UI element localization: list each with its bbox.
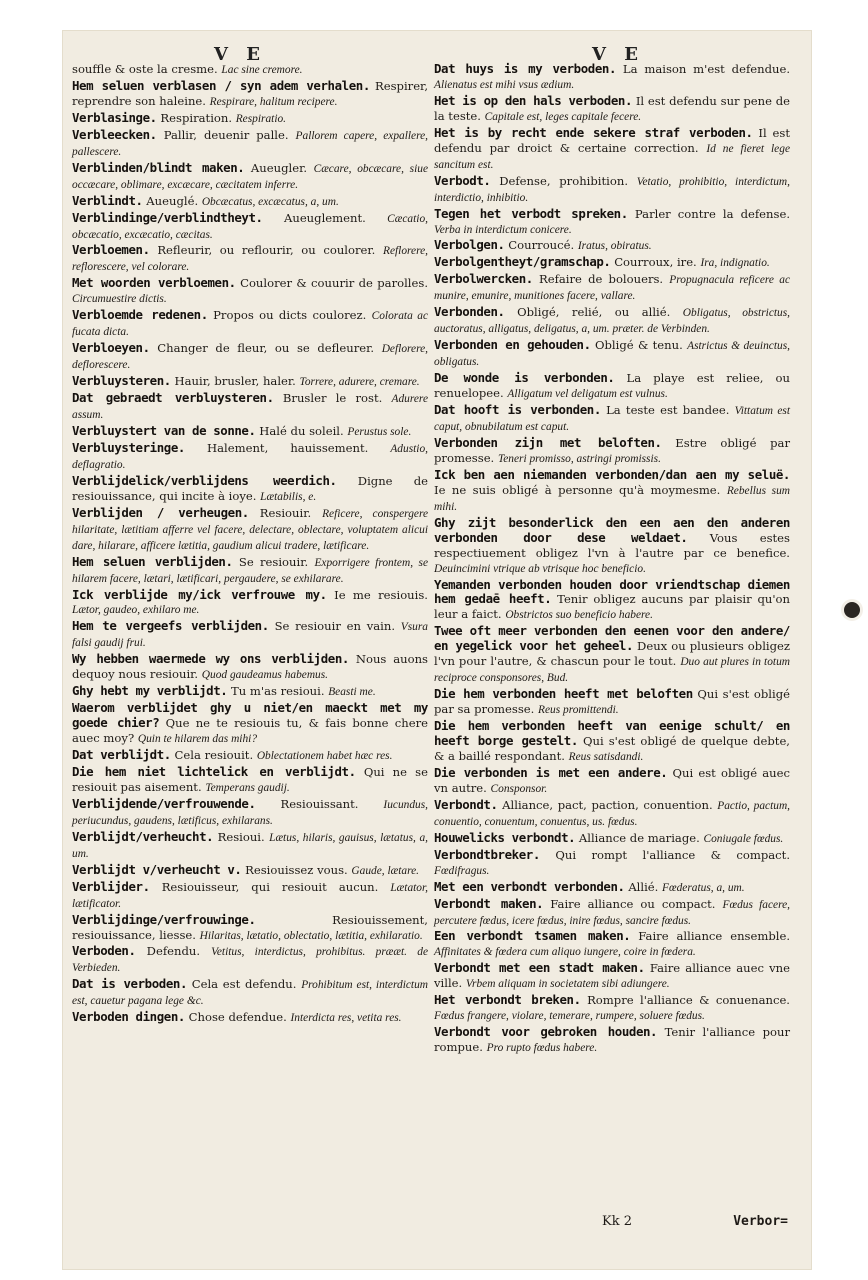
dictionary-entry [72, 308, 428, 340]
entry-headword: Die hem verbonden heeft van eenige schult/ en heeft borge gestelt. [434, 718, 790, 749]
entry-headword: De wonde is verbonden. [434, 370, 615, 386]
left-column [72, 62, 428, 1027]
entry-headword: Dat gebraedt verbluysteren. [72, 390, 274, 406]
running-head-right: V E [592, 44, 644, 65]
dictionary-entry [434, 624, 790, 686]
entry-latin: Id ne fieret lege sancitum est. [434, 142, 790, 171]
dictionary-entry [72, 830, 428, 862]
dictionary-entry [72, 161, 428, 193]
entry-latin: Prohibitum est, interdictum est, cauetur pagana lege &c. [72, 979, 428, 1008]
entry-headword: Die hem niet lichtelick en verblijdt. [72, 763, 356, 779]
entry-latin: Iucundus, periucundus, gaudens, lætificus, exhilarans. [72, 798, 429, 827]
entry-latin: Capitale est, leges capitale fecere. [484, 110, 642, 123]
dictionary-entry [434, 897, 790, 929]
dictionary-entry [434, 238, 790, 254]
entry-headword: Met een verbondt verbonden. [434, 878, 625, 894]
entry-french: Courroucé. [508, 238, 575, 253]
page-footer [434, 1214, 790, 1234]
entry-latin: Teneri promisso, astringi promissis. [497, 452, 661, 465]
entry-latin: Vetitus, interdictus, prohibitus. prææt. de Verbieden. [72, 946, 428, 975]
entry-latin: Vetatio, prohibitio, interdictum, interdictio, inhibitio. [434, 175, 790, 204]
entry-french: Cela est defendu. [191, 977, 297, 992]
entry-headword: Verbloeyen. [72, 340, 150, 356]
entry-headword: Verblinden/blindt maken. [72, 159, 245, 175]
dictionary-entry [72, 977, 428, 1009]
entry-french: Halé du soleil. [259, 423, 344, 438]
dictionary-entry [434, 766, 790, 797]
entry-latin: Hilaritas, lætatio, oblectatio, lætitia, exhilaratio. [199, 929, 423, 942]
entry-latin: Affinitates & fœdera cum aliquo iungere, coire in fœdera. [434, 946, 696, 959]
dictionary-entry [72, 555, 428, 587]
dictionary-entry [72, 797, 428, 829]
dictionary-entry [72, 506, 428, 554]
entry-headword: Verbleecken. [72, 126, 157, 142]
entry-latin: Pallorem capere, expallere, pallescere. [72, 129, 429, 158]
entry-headword: Het is op den hals verboden. [434, 92, 633, 108]
entry-french: Faire alliance ou compact. [550, 896, 716, 911]
entry-french: Brusler le rost. [282, 391, 383, 406]
entry-french: Deux ou plusieurs obligez l'vn pour l'autre, & chascun pour le tout. [434, 639, 790, 669]
entry-headword: Wy hebben waermede wy ons verblijden. [72, 651, 349, 667]
dictionary-entry [72, 588, 428, 619]
binding-hole-mark [844, 602, 860, 618]
entry-french: Obligé, relié, ou allié. [517, 305, 671, 320]
entry-headword: Verblijdt v/verheucht v. [72, 861, 242, 877]
entry-latin: Deuincimini vtrique ab vtrisque hoc beneficio. [434, 562, 646, 575]
entry-latin: Respirare, halitum recipere. [209, 95, 338, 108]
dictionary-entry [434, 62, 790, 93]
entry-french: La maison m'est defendue. [622, 62, 791, 76]
entry-french: Rompre l'alliance & conuenance. [587, 993, 790, 1008]
entry-headword: Verbondt voor gebroken houden. [434, 1024, 658, 1040]
dictionary-entry [72, 424, 428, 440]
entry-latin: Respiratio. [235, 112, 287, 125]
entry-headword: Verbondt maken. [434, 895, 544, 911]
entry-headword: Met woorden verbloemen. [72, 275, 236, 291]
entry-french: Qui est obligé auec vn autre. [434, 765, 790, 795]
entry-latin: Obstrictos suo beneficio habere. [505, 609, 653, 622]
entry-latin: Duo aut plures in totum reciproce consponsores, Bud. [434, 656, 790, 685]
book-page [62, 30, 812, 1270]
entry-french: Cela resiouit. [174, 748, 254, 763]
dictionary-entry [72, 62, 428, 78]
entry-latin: Reus satisdandi. [568, 750, 644, 763]
entry-latin: Cæcare, obcæcare, siue occæcare, oblimare, excæcare, cæcitatem inferre. [72, 162, 428, 191]
entry-french: Ie ne suis obligé à personne qu'à moymesme. [434, 482, 721, 497]
entry-headword: Verbonden zijn met beloften. [434, 434, 662, 450]
entry-french: Qui s'est obligé de quelque debte, & a baillé respondant. [434, 734, 790, 763]
entry-latin: Vrbem aliquam in societatem sibi adiungere. [465, 978, 670, 991]
catchword: Verbor= [733, 1214, 788, 1229]
signature-mark: Kk 2 [602, 1214, 632, 1229]
entry-headword: Twee oft meer verbonden den eenen voor den andere/ en yegelick voor het geheel. [434, 623, 790, 654]
entry-french: Parler contre la defense. [634, 206, 791, 221]
dictionary-entry [72, 748, 428, 764]
dictionary-entry [72, 880, 428, 912]
entry-latin: Colorata ac fucata dicta. [72, 310, 429, 339]
entry-headword: Waerom verblijdet ghy u niet/en maeckt met my goede chier? [72, 700, 428, 731]
entry-french: Resiouisseur, qui resiouit aucun. [161, 879, 379, 894]
entry-headword: Yemanden verbonden houden door vriendtschap diemen hem gedaē heeft. [434, 576, 790, 607]
dictionary-entry [72, 701, 428, 747]
entry-french: Resioui. [217, 829, 265, 844]
dictionary-entry [72, 619, 428, 651]
dictionary-entry [72, 684, 428, 700]
entry-latin: Adustio, deflagratio. [72, 442, 428, 471]
entry-latin: Rebellus sum mihi. [434, 484, 790, 513]
dictionary-entry [72, 1010, 428, 1026]
entry-latin: Deflorere, deflorescere. [72, 343, 428, 372]
entry-french: Allié. [628, 879, 659, 894]
entry-headword: Verblijdinge/verfrouwinge. [72, 911, 256, 927]
entry-latin: Quin te hilarem das mihi? [137, 733, 258, 746]
entry-latin: Alienatus est mihi vsus ædium. [434, 78, 575, 91]
dictionary-entry [72, 374, 428, 390]
dictionary-entry [72, 652, 428, 683]
dictionary-entry [434, 403, 790, 435]
entry-headword: Verbluysteren. [72, 373, 171, 389]
entry-headword: Dat huys is my verboden. [434, 61, 617, 76]
entry-latin: Temperans gaudij. [205, 781, 290, 794]
dictionary-entry [434, 516, 790, 577]
dictionary-entry [434, 126, 790, 173]
dictionary-entry [434, 371, 790, 402]
entry-latin: Circumuestire dictis. [72, 293, 167, 306]
entry-french: Obligé & tenu. [594, 338, 683, 353]
dictionary-entry [434, 719, 790, 765]
entry-latin: Coniugale fœdus. [703, 832, 784, 845]
entry-french: Propos ou dicts coulorez. [213, 308, 367, 323]
entry-headword: Verbolgen. [434, 237, 505, 253]
entry-headword: Verbondt. [434, 796, 498, 812]
entry-headword: Hem te vergeefs verblijden. [72, 618, 269, 634]
entry-headword: Verboden dingen. [72, 1009, 185, 1025]
entry-headword: Ghy hebt my verblijdt. [72, 683, 228, 699]
entry-headword: Verbodt. [434, 172, 491, 188]
entry-french: Faire alliance ensemble. [638, 929, 791, 944]
entry-french: Respiration. [160, 110, 233, 125]
dictionary-entry [72, 913, 428, 944]
entry-french: Tenir obligez aucuns par plaisir qu'on leur a faict. [434, 592, 791, 622]
entry-headword: Dat is verboden. [72, 976, 188, 992]
dictionary-entry [434, 468, 790, 515]
entry-headword: Verbluystert van de sonne. [72, 422, 256, 438]
dictionary-entry [72, 441, 428, 473]
entry-headword: Verbonden en gehouden. [434, 337, 591, 353]
entry-latin: Exporrigere frontem, se hilarem facere, lætari, lætificari, pergaudere, se exhilarare. [72, 556, 428, 585]
dictionary-entry [434, 929, 790, 960]
dictionary-entry [72, 765, 428, 796]
dictionary-entry [72, 391, 428, 423]
entry-headword: Hem seluen verblasen / syn adem verhalen. [72, 77, 370, 93]
entry-french: La teste est bandee. [606, 403, 730, 418]
entry-french: Aueuglé. [146, 193, 199, 208]
entry-french: Defense, prohibition. [499, 173, 628, 188]
entry-headword: Een verbondt tsamen maken. [434, 928, 631, 944]
entry-headword: Verblijder. [72, 878, 150, 894]
entry-french: Resiouissez vous. [245, 862, 348, 877]
dictionary-entry [72, 79, 428, 110]
entry-latin: Lætabilis, e. [260, 490, 317, 503]
entry-french: Il est defendu sur pene de la teste. [434, 93, 791, 123]
entry-headword: Verbluysteringe. [72, 439, 185, 455]
entry-headword: Houwelicks verbondt. [434, 829, 576, 845]
entry-latin: Oblectationem habet hæc res. [256, 750, 393, 763]
entry-headword: Verblijden / verheugen. [72, 504, 249, 520]
dictionary-entry [72, 243, 428, 275]
entry-french: Resiouissant. [280, 796, 359, 811]
entry-latin: Reficere, conspergere hilaritate, lætitiam afferre vel facere, delectare, oblectare, voluptatem alicui dare, hilarare, afficere lætitia, gaudium alicui tradere, lætificare. [72, 507, 429, 552]
entry-latin: Adurere assum. [72, 393, 428, 422]
entry-french: Qui rompt l'alliance & compact. [555, 847, 791, 862]
entry-french: Qui s'est obligé par sa promesse. [434, 687, 790, 717]
entry-french: Vous estes respectiuement obligez l'vn à l'autre par ce benefice. [434, 530, 790, 560]
entry-latin: Lætor, gaudeo, exhilaro me. [72, 604, 200, 617]
dictionary-entry [434, 305, 790, 337]
dictionary-entry [72, 111, 428, 127]
dictionary-entry [434, 1025, 790, 1056]
entry-french: Qui ne se resiouit pas aisement. [72, 764, 428, 794]
entry-french: Refaire de bolouers. [539, 272, 664, 287]
entry-headword: Ghy zijt besonderlick den een aen den anderen verbonden door dese weldaet. [434, 514, 790, 545]
entry-french: Hauir, brusler, haler. [174, 374, 296, 389]
entry-latin: Obligatus, obstrictus, auctoratus, alligatus, deligatus, a, um. præter. de Verbinden. [434, 307, 791, 336]
right-column [434, 62, 790, 1057]
entry-latin: Fœdus frangere, violare, temerare, rumpere, soluere fœdus. [434, 1010, 705, 1023]
entry-headword: Ick ben aen niemanden verbonden/dan aen my seluë. [434, 466, 790, 482]
entry-headword: Dat verblijdt. [72, 747, 171, 763]
entry-french: Courroux, ire. [614, 255, 697, 270]
entry-french: Digne de resiouissance, qui incite à ioye. [72, 473, 428, 503]
entry-latin: Torrere, adurere, cremare. [299, 376, 420, 389]
entry-headword: Verbondt met een stadt maken. [434, 960, 645, 976]
entry-french: Resiouissement, resiouissance, liesse. [72, 912, 428, 942]
dictionary-entry [434, 831, 790, 847]
entry-headword: Verblijdende/verfrouwende. [72, 795, 256, 811]
running-head-left: V E [214, 44, 266, 65]
dictionary-entry [434, 993, 790, 1024]
dictionary-entry [434, 174, 790, 206]
dictionary-entry [434, 798, 790, 830]
entry-french: souffle & oste la cresme. [72, 62, 218, 76]
entry-french: La playe est reliee, ou renuelopee. [434, 371, 790, 401]
dictionary-entry [434, 961, 790, 992]
entry-french: Tenir l'alliance pour rompue. [434, 1025, 791, 1055]
entry-french: Que ne te resiouis tu, & fais bonne chere auec moy? [72, 716, 429, 746]
dictionary-entry [434, 687, 790, 718]
dictionary-entry [72, 474, 428, 505]
entry-headword: Verbloemen. [72, 242, 150, 258]
entry-headword: Tegen het verbodt spreken. [434, 205, 628, 221]
entry-french: Nous auons dequoy nous resiouir. [72, 652, 428, 682]
entry-latin: Lætus, hilaris, gauisus, lætatus, a, um. [72, 831, 429, 860]
entry-french: Tu m'as resioui. [231, 684, 325, 699]
entry-latin: Fœderatus, a, um. [662, 881, 745, 894]
entry-latin: Perustus sole. [347, 425, 412, 438]
entry-french: Ie me resiouis. [334, 587, 428, 602]
entry-latin: Reus promittendi. [538, 704, 619, 717]
entry-headword: Verbolwercken. [434, 271, 533, 287]
entry-headword: Verbonden. [434, 304, 505, 320]
entry-french: Alliance, pact, paction, conuention. [502, 797, 713, 812]
entry-french: Refleurir, ou reflourir, ou coulorer. [157, 243, 376, 258]
entry-latin: Beasti me. [328, 686, 376, 699]
entry-latin: Obcæcatus, excæcatus, a, um. [201, 195, 339, 208]
dictionary-entry [72, 194, 428, 210]
entry-headword: Die verbonden is met een andere. [434, 764, 668, 780]
entry-latin: Lac sine cremore. [221, 64, 303, 76]
entry-french: Resiouir. [259, 505, 312, 520]
entry-latin: Quod gaudeamus habemus. [201, 669, 329, 682]
entry-headword: Ick verblijde my/ick verfrouwe my. [72, 586, 327, 602]
entry-headword: Verboden. [72, 943, 136, 959]
entry-headword: Verblindinge/verblindtheyt. [72, 209, 263, 225]
entry-headword: Verblasinge. [72, 109, 157, 125]
dictionary-entry [72, 341, 428, 373]
dictionary-entry [434, 578, 790, 624]
dictionary-entry [72, 863, 428, 879]
dictionary-entry [72, 128, 428, 160]
dictionary-entry [434, 207, 790, 238]
entry-latin: Fœdifragus. [434, 864, 490, 877]
entry-latin: Pro rupto fœdus habere. [486, 1042, 598, 1055]
entry-french: Il est defendu par droict & certaine correction. [434, 125, 790, 155]
entry-latin: Iratus, obiratus. [577, 240, 652, 253]
dictionary-entry [434, 338, 790, 370]
entry-french: Se resiouir. [238, 554, 309, 569]
entry-french: Changer de fleur, ou se defleurer. [157, 341, 375, 356]
entry-headword: Het verbondt breken. [434, 992, 581, 1008]
dictionary-entry [434, 255, 790, 271]
dictionary-entry [434, 880, 790, 896]
dictionary-entry [434, 272, 790, 304]
entry-headword: Dat hooft is verbonden. [434, 402, 601, 418]
entry-latin: Pactio, pactum, conuentio, conuentum, conuentus, us. fœdus. [434, 799, 791, 828]
entry-latin: Astrictus & deuinctus, obligatus. [434, 340, 790, 369]
entry-latin: Consponsor. [490, 782, 548, 795]
entry-french: Defendu. [146, 944, 201, 959]
dictionary-entry [72, 211, 428, 243]
entry-french: Alliance de mariage. [578, 830, 700, 845]
entry-french: Aueugler. [250, 160, 308, 175]
entry-latin: Cæcatio, obcæcatio, excæcatio, cæcitas. [72, 212, 428, 241]
entry-french: Estre obligé par promesse. [434, 435, 790, 465]
entry-latin: Ira, indignatio. [700, 257, 770, 270]
entry-french: Faire alliance auec vne ville. [434, 961, 791, 991]
entry-french: Coulorer & couurir de parolles. [240, 276, 429, 291]
entry-headword: Verblijdt/verheucht. [72, 828, 214, 844]
entry-latin: Reflorere, reflorescere, vel colorare. [72, 245, 429, 274]
entry-latin: Vsura falsi gaudij frui. [72, 621, 428, 650]
entry-latin: Verba in interdictum conicere. [434, 223, 572, 236]
dictionary-entry [434, 848, 790, 879]
dictionary-entry [434, 94, 790, 125]
entry-french: Respirer, reprendre son haleine. [72, 78, 429, 108]
entry-headword: Het is by recht ende sekere straf verboden. [434, 124, 753, 140]
entry-latin: Interdicta res, vetita res. [290, 1012, 402, 1025]
entry-headword: Die hem verbonden heeft met beloften [434, 686, 693, 702]
entry-headword: Verbolgentheyt/gramschap. [434, 254, 611, 270]
dictionary-entry [434, 436, 790, 467]
dictionary-entry [72, 944, 428, 976]
entry-headword: Verbondtbreker. [434, 846, 540, 862]
entry-headword: Verbloemde redenen. [72, 307, 208, 323]
entry-french: Aueuglement. [283, 210, 366, 225]
entry-headword: Verblindt. [72, 192, 143, 208]
entry-headword: Verblijdelick/verblijdens weerdich. [72, 472, 337, 488]
entry-french: Halement, hauissement. [207, 440, 369, 455]
entry-headword: Hem seluen verblijden. [72, 553, 233, 569]
entry-latin: Lætator, lætificator. [72, 881, 429, 910]
entry-french: Se resiouir en vain. [274, 619, 396, 634]
dictionary-entry [72, 276, 428, 307]
entry-latin: Gaude, lætare. [351, 864, 420, 877]
entry-french: Pallir, deuenir palle. [163, 127, 289, 142]
entry-latin: Fœdus facere, percutere fœdus, icere fœdus, inire fœdus, sancire fœdus. [434, 898, 790, 927]
entry-latin: Alligatum vel deligatum est vulnus. [507, 388, 668, 401]
entry-latin: Vittatum est caput, obnubilatum est caput. [434, 405, 791, 433]
entry-latin: Propugnacula reficere ac munire, emunire, munitiones facere, vallare. [434, 274, 791, 303]
entry-french: Chose defendue. [188, 1010, 287, 1025]
